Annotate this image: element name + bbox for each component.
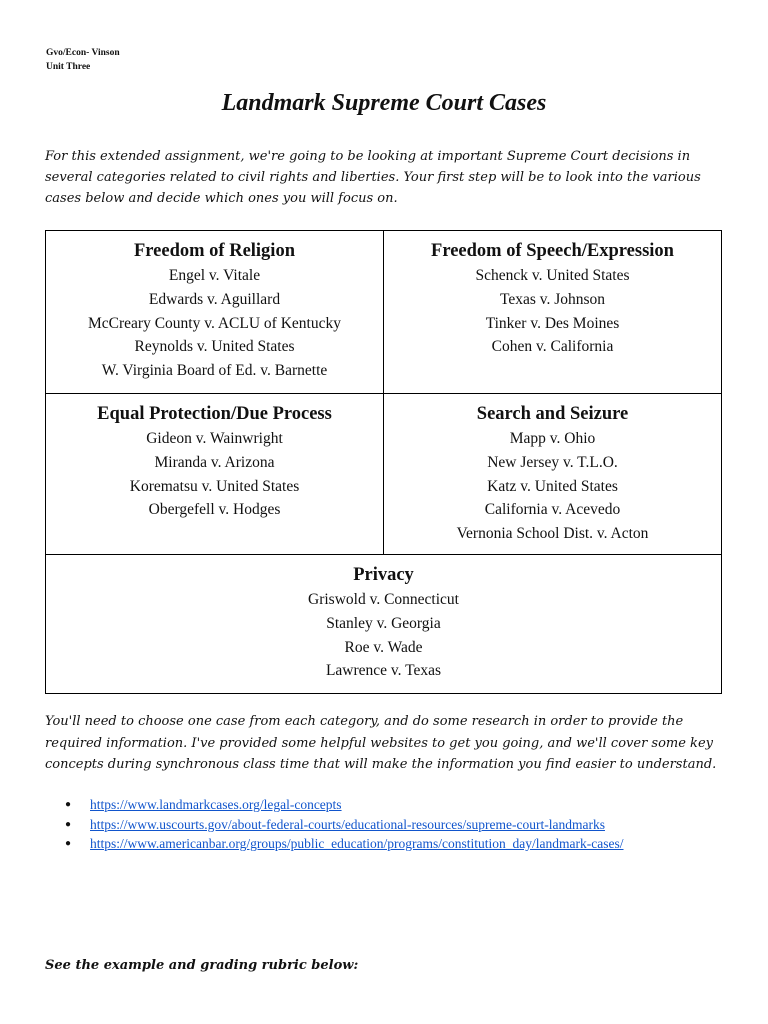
category-title: Search and Seizure <box>476 404 629 424</box>
category-title: Equal Protection/Due Process <box>97 404 332 424</box>
category-equal-protection <box>46 394 384 554</box>
course-line: Gvo/Econ- Vinson <box>46 48 120 58</box>
category-title: Privacy <box>353 565 414 585</box>
category-title: Freedom of Religion <box>134 241 295 261</box>
case-item: California v. Acevedo <box>484 501 621 519</box>
case-item: Stanley v. Georgia <box>326 614 441 632</box>
resource-links-list <box>65 795 745 854</box>
case-item: Gideon v. Wainwright <box>146 430 283 447</box>
case-item: Lawrence v. Texas <box>325 662 442 680</box>
cases-table <box>45 230 722 694</box>
table-row <box>46 394 721 555</box>
resource-link-landmarkcases[interactable]: https://www.landmarkcases.org/legal-concepts <box>90 797 342 812</box>
case-item: Tinker v. Des Moines <box>485 314 620 332</box>
case-item: McCreary County v. ACLU of Kentucky <box>88 314 341 332</box>
table-row <box>46 231 721 394</box>
unit-line: Unit Three <box>46 62 91 72</box>
case-item: Roe v. Wade <box>344 638 423 656</box>
category-search-and-seizure <box>384 394 721 554</box>
instructions-paragraph: You'll need to choose one case from each category, and do some research in order to provide the required information. I've provided some helpful websites to get you going, and we'll cover some key concepts during synchronous class time that will make the information you find easier to understand. <box>45 714 717 772</box>
bullet-icon: ● <box>65 818 72 830</box>
case-item: Schenck v. United States <box>475 267 630 284</box>
category-privacy <box>46 555 721 693</box>
table-row <box>46 555 721 693</box>
bullet-icon: ● <box>65 799 72 810</box>
rubric-note: See the example and grading rubric below: <box>45 958 359 973</box>
case-item: New Jersey v. T.L.O. <box>487 453 618 471</box>
case-item: Reynolds v. United States <box>134 338 295 356</box>
document-header <box>46 46 120 74</box>
list-item <box>65 834 745 854</box>
case-item: Texas v. Johnson <box>499 290 606 308</box>
resource-link-americanbar[interactable]: https://www.americanbar.org/groups/public_education/programs/constitution_day/landmark-cases/ <box>90 836 624 851</box>
case-item: Obergefell v. Hodges <box>148 501 281 519</box>
case-item: Vernonia School Dist. v. Acton <box>456 525 649 543</box>
case-item: Miranda v. Arizona <box>154 453 275 471</box>
case-item: W. Virginia Board of Ed. v. Barnette <box>101 362 328 380</box>
list-item <box>65 815 745 835</box>
page-title: Landmark Supreme Court Cases <box>221 90 547 116</box>
case-item: Korematsu v. United States <box>129 477 300 495</box>
case-item: Griswold v. Connecticut <box>308 591 459 608</box>
bullet-icon: ● <box>65 838 72 849</box>
resource-link-uscourts[interactable]: https://www.uscourts.gov/about-federal-courts/educational-resources/supreme-court-landmarks <box>90 816 605 832</box>
case-item: Mapp v. Ohio <box>509 430 596 447</box>
category-title: Freedom of Speech/Expression <box>431 241 674 261</box>
case-item: Edwards v. Aguillard <box>148 290 281 308</box>
list-item <box>65 795 745 815</box>
case-item: Katz v. United States <box>487 477 618 495</box>
case-item: Engel v. Vitale <box>168 267 261 284</box>
case-item: Cohen v. California <box>491 338 614 356</box>
category-freedom-of-speech <box>384 231 721 393</box>
category-freedom-of-religion <box>46 231 384 393</box>
intro-paragraph: For this extended assignment, we're going to be looking at important Supreme Court decisions in several categories related to civil rights and liberties. Your first step will be to look into the various cases below and decide which ones you will focus on. <box>45 149 701 206</box>
